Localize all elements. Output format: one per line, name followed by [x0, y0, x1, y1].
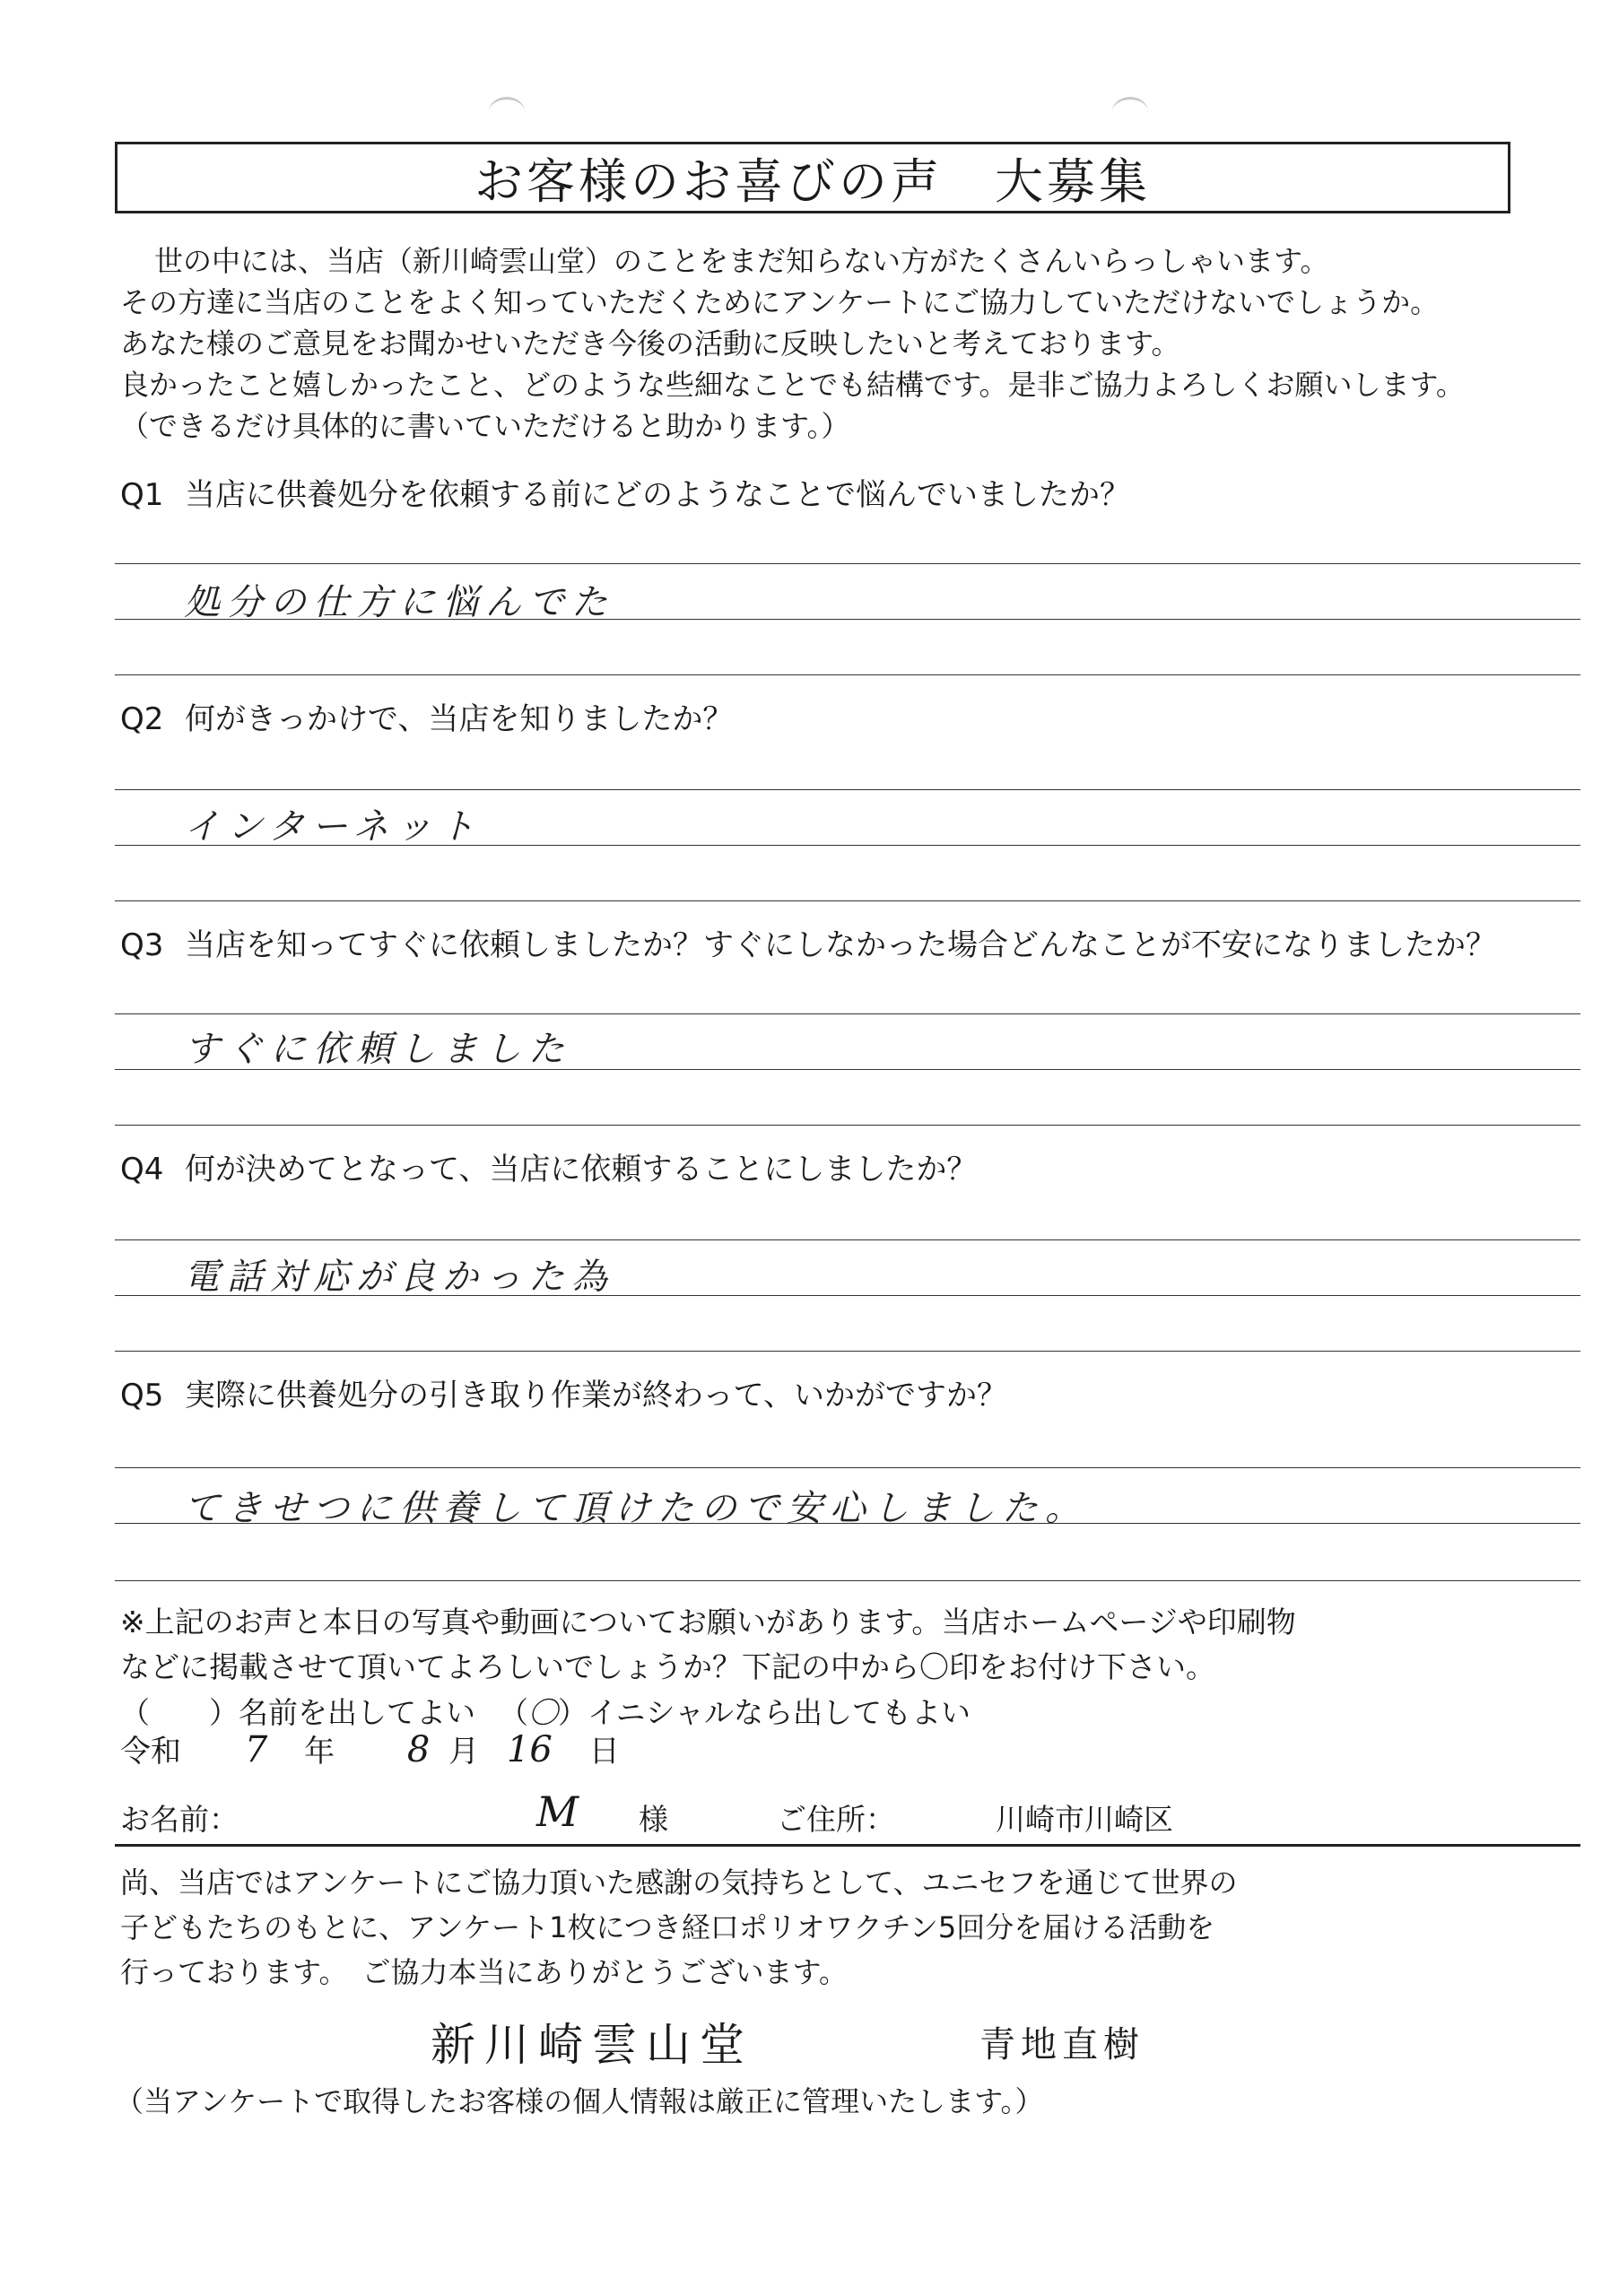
binder-hole-left: [489, 97, 525, 126]
answer-line: [115, 1351, 1580, 1352]
intro-line: あなた様のご意見をお聞かせいただき今後の活動に反映したいと考えております。: [120, 326, 1180, 361]
customer-address[interactable]: 川崎市川崎区: [996, 1802, 1173, 1837]
option-open-paren: （: [499, 1695, 528, 1730]
customer-initial[interactable]: M: [536, 1787, 579, 1836]
thanks-line: 子どもたちのもとに、アンケート1枚につき経口ポリオワクチン5回分を届ける活動を: [120, 1910, 1215, 1944]
date-month: 8: [406, 1729, 431, 1770]
question-text: 当店に供養処分を依頼する前にどのようなことで悩んでいましたか？: [185, 477, 1130, 513]
question-number: Q1: [120, 477, 164, 513]
question-number: Q4: [120, 1152, 164, 1187]
answer-line: [115, 1580, 1580, 1581]
answer-2: インターネット: [184, 806, 483, 848]
privacy-note: （当アンケートで取得したお客様の個人情報は厳正に管理いたします。）: [115, 2084, 1044, 2118]
answer-1: 処分の仕方に悩んでた: [184, 582, 614, 623]
answer-line: [115, 674, 1580, 675]
name-divider: [115, 1844, 1580, 1847]
question-text: 当店を知ってすぐに依頼しましたか？すぐにしなかった場合どんなことが不安になりましたか？: [185, 927, 1496, 963]
check-mark: 〇: [528, 1695, 558, 1730]
intro-paragraph: [120, 240, 1537, 447]
option-label: ）イニシャルなら出してもよい: [558, 1695, 971, 1730]
question-number: Q5: [120, 1378, 164, 1413]
question-3: [120, 920, 1496, 964]
option-initials[interactable]: [499, 1690, 971, 1732]
thanks-paragraph: [120, 1860, 1237, 1995]
date-month-unit: 月: [448, 1734, 480, 1770]
date-field: [120, 1726, 620, 1770]
date-year-unit: 年: [304, 1734, 335, 1770]
answer-line: [115, 789, 1580, 790]
consent-line: ※上記のお声と本日の写真や動画についてお願いがあります。当店ホームページや印刷物: [120, 1605, 1296, 1639]
question-2: [120, 694, 733, 738]
title-text: お客様のお喜びの声 大募集: [474, 152, 1151, 210]
question-5: [120, 1370, 1007, 1414]
intro-line: 良かったこと嬉しかったこと、どのような些細なことでも結構です。是非ご協力よろしくお願いします。: [120, 368, 1465, 402]
consent-line: などに掲載させて頂いてよろしいでしょうか？下記の中から〇印をお付け下さい。: [120, 1649, 1215, 1684]
answer-3: すぐに依頼しました: [184, 1029, 571, 1070]
owner-name: 青地直樹: [979, 2024, 1145, 2066]
binder-hole-right: [1112, 97, 1148, 126]
answer-line: [115, 619, 1580, 620]
answer-line: [115, 1013, 1580, 1014]
answer-4: 電話対応が良かった為: [184, 1257, 614, 1298]
shop-name: 新川崎雲山堂: [431, 2019, 753, 2071]
intro-line: （できるだけ具体的に書いていただけると助かります。）: [120, 409, 850, 443]
answer-line: [115, 1125, 1580, 1126]
date-era: 令和: [120, 1734, 181, 1770]
question-number: Q3: [120, 927, 164, 963]
page-title: [115, 142, 1510, 213]
answer-line: [115, 1467, 1580, 1468]
answer-line: [115, 845, 1580, 846]
answer-5: てきせつに供養して頂けたので安心しました。: [184, 1488, 1088, 1529]
date-day: 16: [506, 1729, 553, 1770]
intro-line: その方達に当店のことをよく知っていただくためにアンケートにご協力していただけないでしょうか。: [120, 285, 1440, 319]
answer-line: [115, 563, 1580, 564]
answer-line: [115, 1523, 1580, 1524]
consent-request: [120, 1600, 1296, 1690]
answer-line: [115, 1069, 1580, 1070]
name-label: お名前：: [120, 1802, 239, 1837]
date-year: 7: [244, 1729, 268, 1770]
question-text: 何が決めてとなって、当店に依頼することにしましたか？: [185, 1152, 978, 1187]
answer-line: [115, 900, 1580, 901]
intro-line: 世の中には、当店（新川崎雲山堂）のことをまだ知らない方がたくさんいらっしゃいます。: [154, 244, 1329, 278]
answer-line: [115, 1239, 1580, 1240]
question-number: Q2: [120, 701, 164, 737]
option-full-name[interactable]: （ ）名前を出してよい: [120, 1695, 475, 1730]
answer-line: [115, 1295, 1580, 1296]
question-4: [120, 1144, 977, 1188]
question-1: [120, 470, 1130, 514]
date-day-unit: 日: [588, 1734, 620, 1770]
thanks-line: 尚、当店ではアンケートにご協力頂いた感謝の気持ちとして、ユニセフを通じて世界の: [120, 1866, 1238, 1900]
address-label: ご住所：: [777, 1802, 895, 1837]
question-text: 何がきっかけで、当店を知りましたか？: [185, 701, 734, 737]
honorific: 様: [639, 1802, 668, 1837]
thanks-line: 行っております。 ご協力本当にありがとうございます。: [120, 1955, 848, 1989]
question-text: 実際に供養処分の引き取り作業が終わって、いかがですか？: [185, 1378, 1007, 1413]
